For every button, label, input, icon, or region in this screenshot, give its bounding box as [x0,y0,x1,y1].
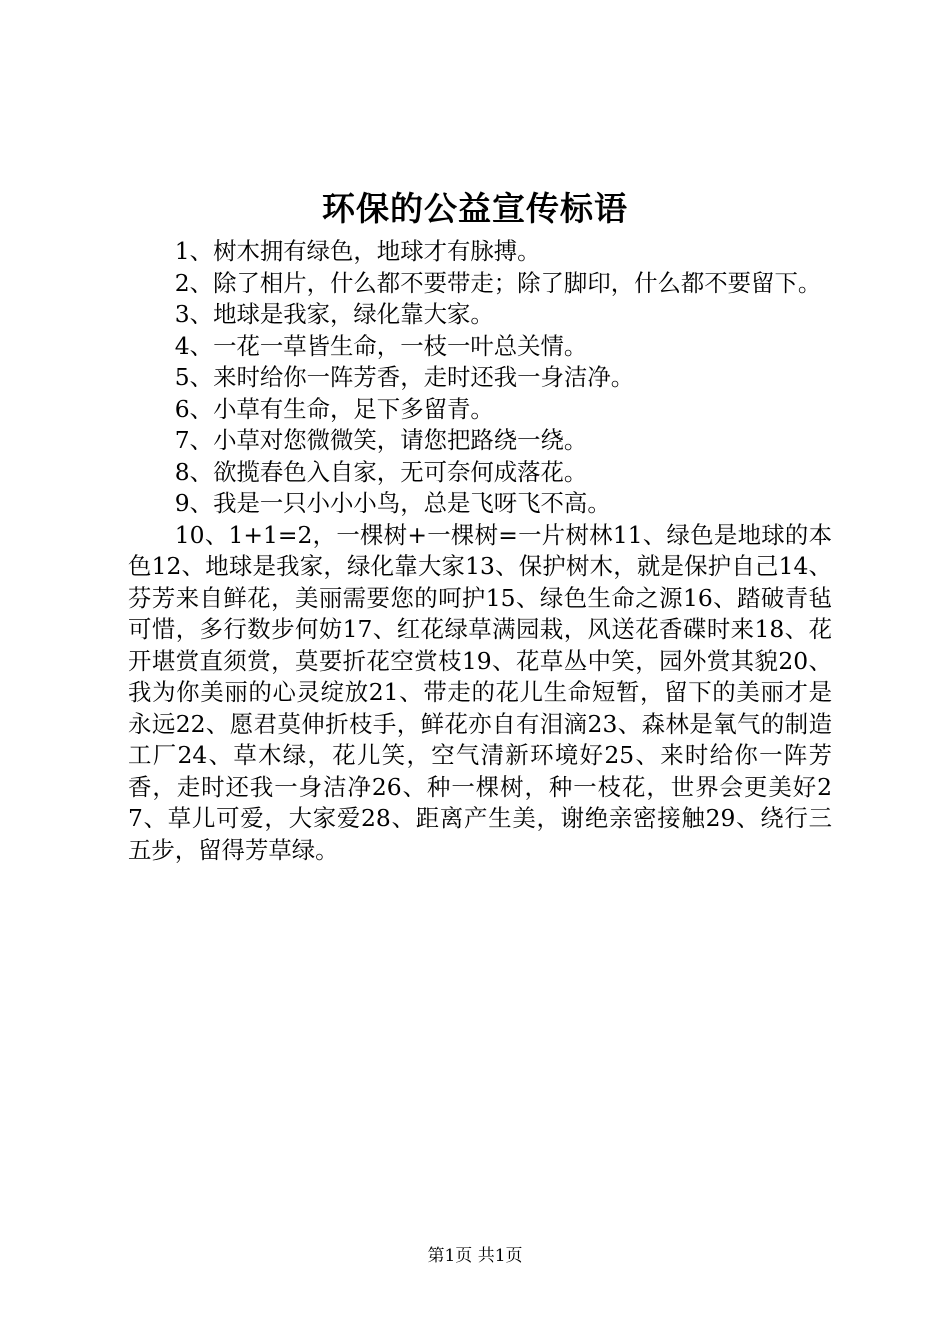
paragraph-5: 5、来时给你一阵芳香，走时还我一身洁净。 [174,363,635,391]
paragraph-1: 1、树木拥有绿色，地球才有脉搏。 [174,237,541,265]
paragraph-10: 10、1+1=2，一棵树+一棵树=一片树林11、绿色是地球的本色12、地球是我家，绿化靠大家13、保护树木，就是保护自己14、芬芳来自鲜花，美丽需要您的呵护15、绿色生命之源16、踏破青毡可惜，多行数步何妨17、红花绿草满园栽，风送花香碟时来18、花开堪赏直须赏，莫要折花空赏枝19、花草丛中笑，园外赏其貌20、我为你美丽的心灵绽放21、带走的花儿生命短暂，留下的美丽才是永远22、愿君莫伸折枝手，鲜花亦自有泪滴23、森林是氧气的制造工厂24、草木绿，花儿笑，空气清新环境好25、来时给你一阵芳香，走时还我一身洁净26、种一棵树，种一枝花，世界会更美好27、草儿可爱，大家爱28、距离产生美，谢绝亲密接触29、绕行三五步，留得芳草绿。 [128,520,832,864]
paragraph-9: 9、我是一只小小小鸟，总是飞呀飞不高。 [174,489,611,517]
paragraph-2: 2、除了相片，什么都不要带走；除了脚印，什么都不要留下。 [174,268,822,297]
paragraph-6: 6、小草有生命，足下多留青。 [174,394,494,423]
paragraph-3: 3、地球是我家，绿化靠大家。 [174,300,494,328]
paragraph-8: 8、欲揽春色入自家，无可奈何成落花。 [174,457,588,486]
document-title: 环保的公益宣传标语 [322,189,628,228]
document-body [128,236,832,866]
paragraph-4: 4、一花一草皆生命，一枝一叶总关情。 [174,331,588,360]
paragraph-7: 7、小草对您微微笑，请您把路绕一绕。 [174,426,588,454]
page-footer: 第1页 共1页 [427,1246,523,1266]
